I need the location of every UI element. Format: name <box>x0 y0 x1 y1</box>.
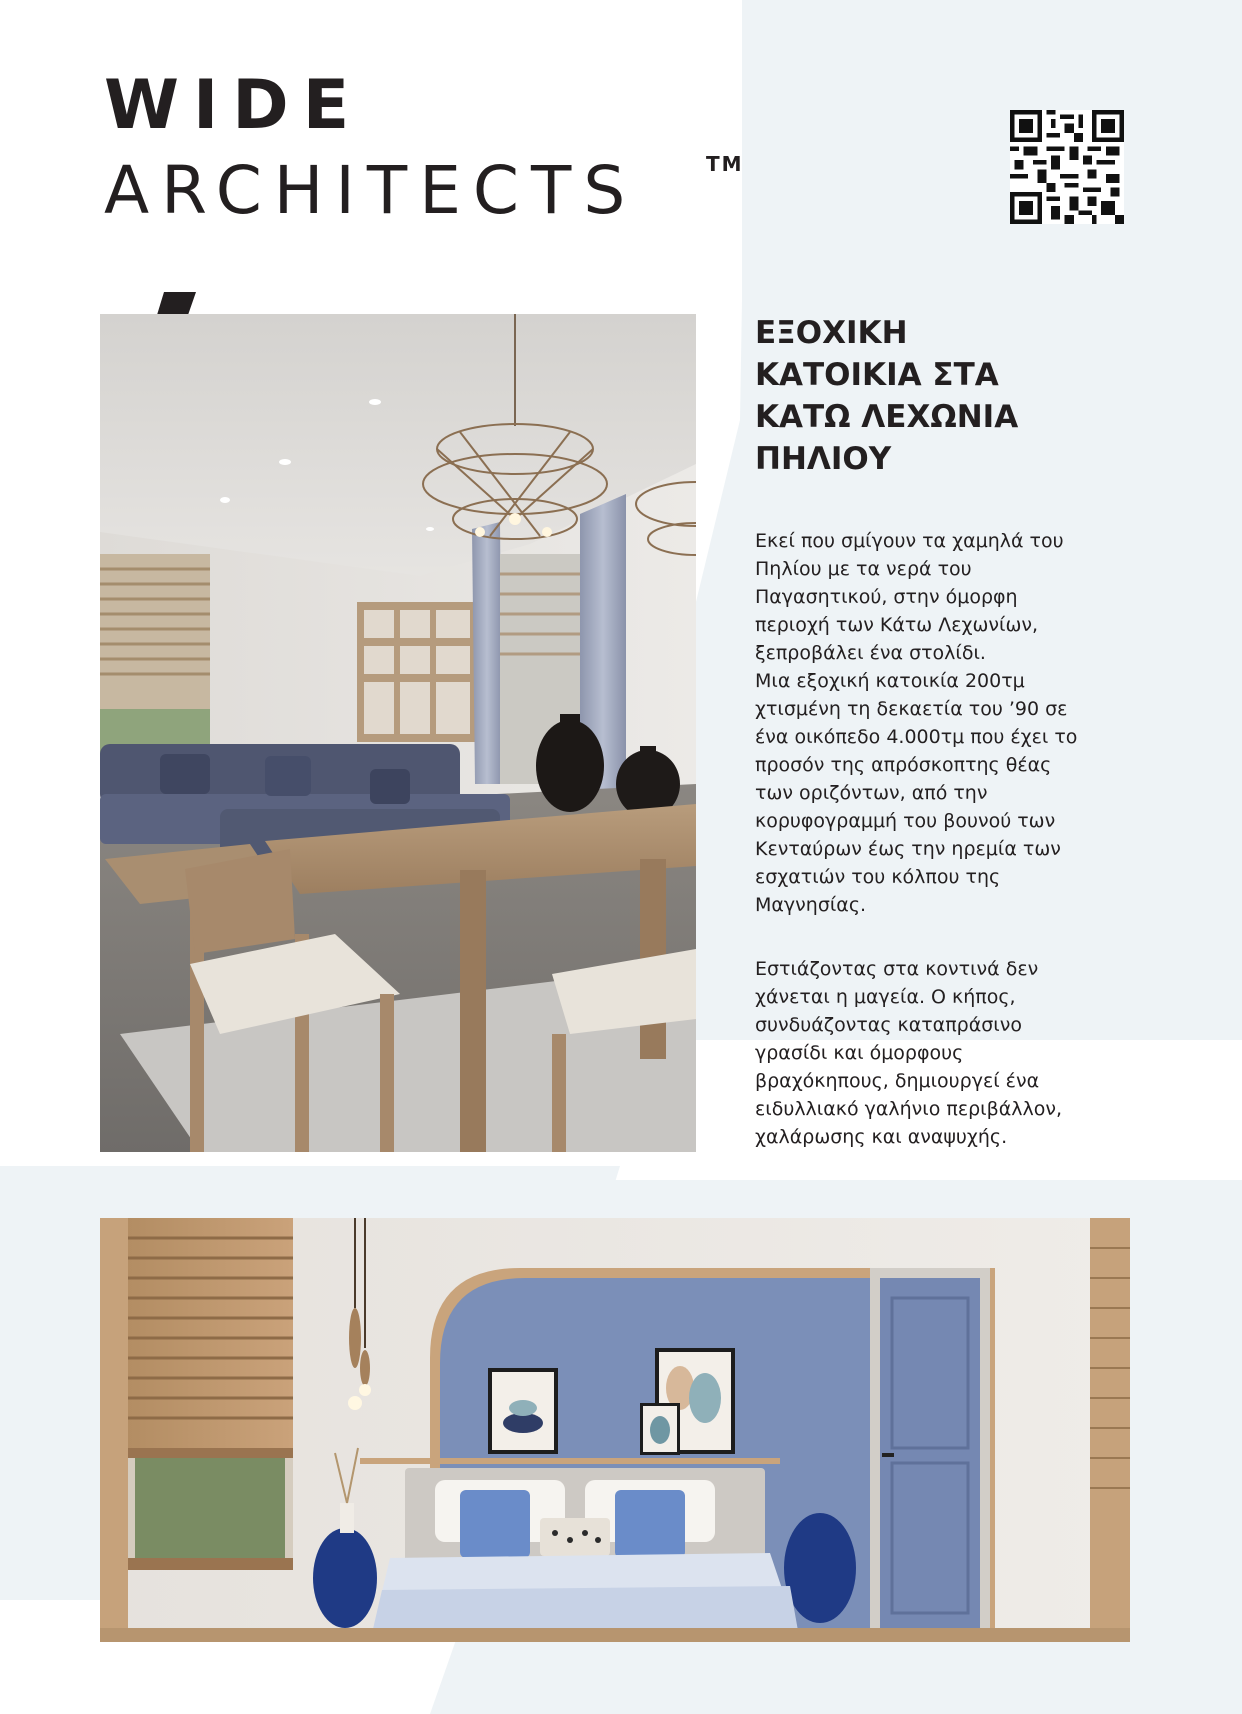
paragraph-line: γρασίδι και όμορφους <box>755 1042 964 1064</box>
headline-line: ΚΑΤΟΙΚΙΑ ΣΤΑ <box>755 357 999 393</box>
paragraph-line: Κενταύρων έως την ηρεμία των <box>755 838 1061 860</box>
bedroom-render-image <box>100 1218 1130 1642</box>
article-paragraph-2 <box>755 955 1125 1151</box>
paragraph-line: εσχατιών του κόλπου της <box>755 866 1001 888</box>
paragraph-line: ένα οικόπεδο 4.000τμ που έχει το <box>755 726 1078 748</box>
brand-wordmark-architects: ARCHITECTS <box>104 152 638 229</box>
paragraph-line: Εστιάζοντας στα κοντινά δεν <box>755 958 1039 980</box>
headline-line: ΠΗΛΙΟΥ <box>755 441 892 477</box>
paragraph-line: κορυφογραμμή του βουνού των <box>755 810 1056 832</box>
paragraph-line: προσόν της απρόσκοπτης θέας <box>755 754 1052 776</box>
paragraph-line: Πηλίου με τα νερά του <box>755 558 972 580</box>
paragraph-line: χάνεται η μαγεία. Ο κήπος, <box>755 986 1016 1008</box>
paragraph-line: χτισμένη τη δεκαετία του ’90 σε <box>755 698 1068 720</box>
living-room-render-image <box>100 314 696 1152</box>
brand-wordmark-wide: WIDE <box>104 66 364 145</box>
trademark-symbol: TM <box>706 152 744 176</box>
paragraph-line: Μαγνησίας. <box>755 894 867 916</box>
paragraph-line: Μια εξοχική κατοικία 200τμ <box>755 670 1025 692</box>
paragraph-line: Εκεί που σμίγουν τα χαμηλά του <box>755 530 1064 552</box>
article-headline <box>755 312 1195 480</box>
paragraph-line: περιοχή των Κάτω Λεχωνίων, <box>755 614 1039 636</box>
paragraph-line: βραχόκηπους, δημιουργεί ένα <box>755 1070 1040 1092</box>
paragraph-line: Παγασητικού, στην όμορφη <box>755 586 1018 608</box>
paragraph-line: χαλάρωσης και αναψυχής. <box>755 1126 1008 1148</box>
paragraph-line: ειδυλλιακό γαλήνιο περιβάλλον, <box>755 1098 1062 1120</box>
paragraph-line: ξεπροβάλει ένα στολίδι. <box>755 642 986 664</box>
qr-code-icon[interactable] <box>1010 110 1124 224</box>
paragraph-line: συνδυάζοντας καταπράσινο <box>755 1014 1022 1036</box>
headline-line: ΕΞΟΧΙΚΗ <box>755 315 908 351</box>
paragraph-line: των οριζόντων, από την <box>755 782 988 804</box>
headline-line: ΚΑΤΩ ΛΕΧΩΝΙΑ <box>755 399 1019 435</box>
article-paragraph-1 <box>755 527 1125 919</box>
